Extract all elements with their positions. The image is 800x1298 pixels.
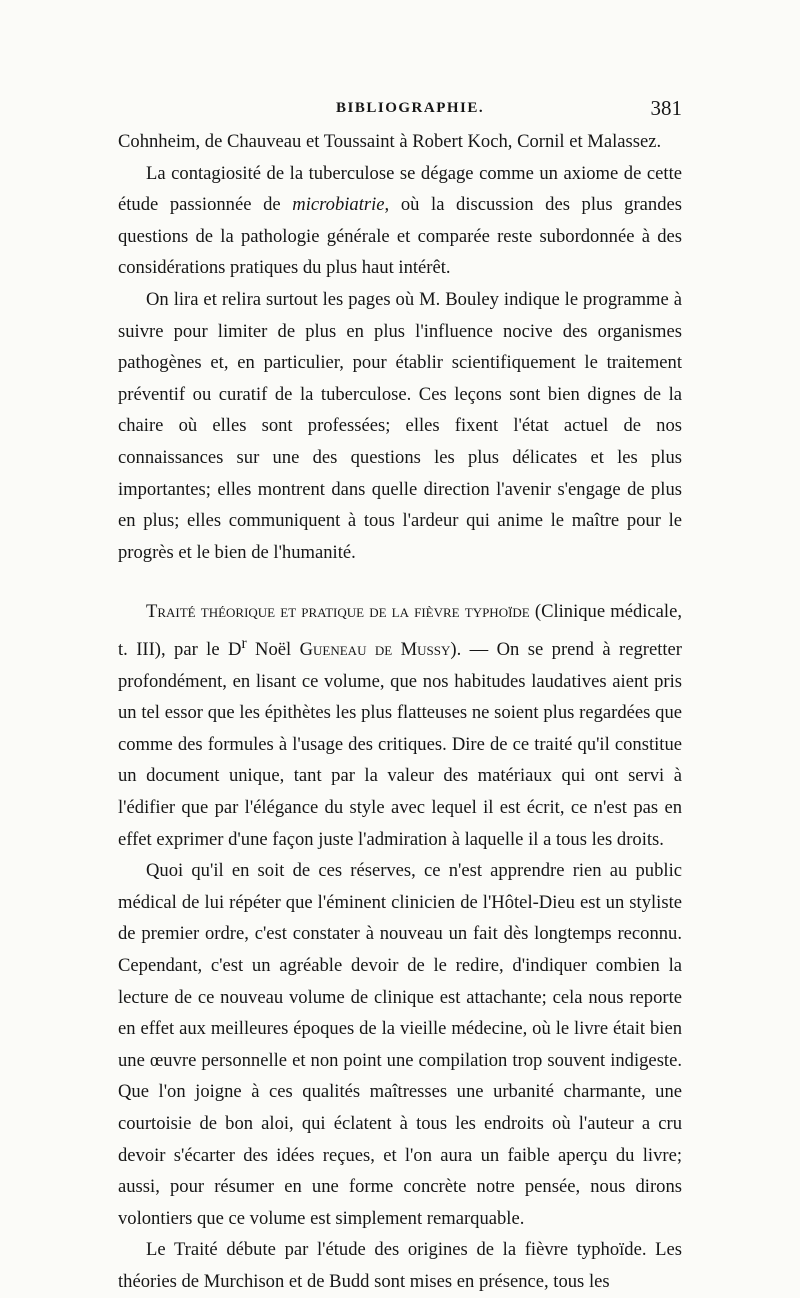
paragraph-text: , où la discussion des plus grandes questions de la pathologie générale et comparée reste subordonnée à des considérations pratiques du plus haut intérêt. [118,194,682,279]
paragraph-text: La contagiosité de la tuberculose se dégage comme un axiome de cette étude passionnée de [118,162,682,216]
paragraph-contagion [118,158,682,284]
review-paragraph-1 [118,596,682,855]
review-text: (Clinique médicale, t. III), par le D [118,601,682,661]
review-paragraph-3: Le Traité débute par l'étude des origines de la fièvre typhoïde. Les théories de Murchison et de Budd sont mises en présence, tous les [118,1239,682,1292]
italic-term: microbiatrie [292,194,385,216]
review-text: ). — On se prend à regretter profondément, en lisant ce volume, que nos habitudes laudatives aient pris un tel essor que les épithètes les plus flatteuses ne soient plus regardées que comme des formules à l'usage des critiques. Dire de ce traité qu'il constitue un document unique, tant par la valeur des matériaux qui ont servi à l'édifier que par l'élégance du style avec lequel il est écrit, ce n'est pas en effet exprimer d'une façon juste l'admiration à laquelle il a tous les droits. [118,639,683,850]
section-gap [118,568,682,596]
running-title: BIBLIOGRAPHIE. [336,100,485,116]
paragraph-continuation: Cohnheim, de Chauveau et Toussaint à Robert Koch, Cornil et Malassez. [118,131,662,152]
review-book-title: Traité théorique et pratique de la fièvre typhoïde [146,601,530,623]
paragraph-bouley: On lira et relira surtout les pages où M. Bouley indique le programme à suivre pour limiter de plus en plus l'influence nocive des organismes pathogènes et, en particulier, pour établir scientifiquement le traitement préventif ou curatif de la tuberculose. Ces leçons sont bien dignes de la chaire où elles sont professées; elles fixent l'état actuel de nos connaissances sur une des questions les plus délicates et les plus importantes; elles montrent dans quelle direction l'avenir s'engage de plus en plus; elles communiquent à tous l'ardeur qui anime le maître pour le progrès et le bien de l'humanité. [118,288,682,563]
page-number: 381 [650,96,682,120]
running-head [118,96,682,126]
doctor-abbrev-sup: r [241,634,247,652]
review-author-first: Noël [246,639,300,661]
review-author-name: Gueneau de Mussy [299,639,451,661]
review-paragraph-2: Quoi qu'il en soit de ces réserves, ce n'est apprendre rien au public médical de lui répéter que l'éminent clinicien de l'Hôtel-Dieu est un styliste de premier ordre, c'est constater à nouveau un fait dès longtemps reconnu. Cependant, c'est un agréable devoir de le redire, d'indiquer combien la lecture de ce nouveau volume de clinique est attachante; cela nous reporte en effet aux meilleures époques de la vieille médecine, où le livre était bien une œuvre personnelle et non point une compilation trop souvent indigeste. Que l'on joigne à ces qualités maîtresses une urbanité charmante, une courtoisie de bon aloi, qui éclatent à tous les endroits où l'auteur a cru devoir s'écarter des idées reçues, et l'on aura un faible aperçu du livre; aussi, pour résumer en une forme concrète notre pensée, nous dirons volontiers que ce volume est simplement remarquable. [118,860,682,1229]
page-body [118,126,682,1298]
